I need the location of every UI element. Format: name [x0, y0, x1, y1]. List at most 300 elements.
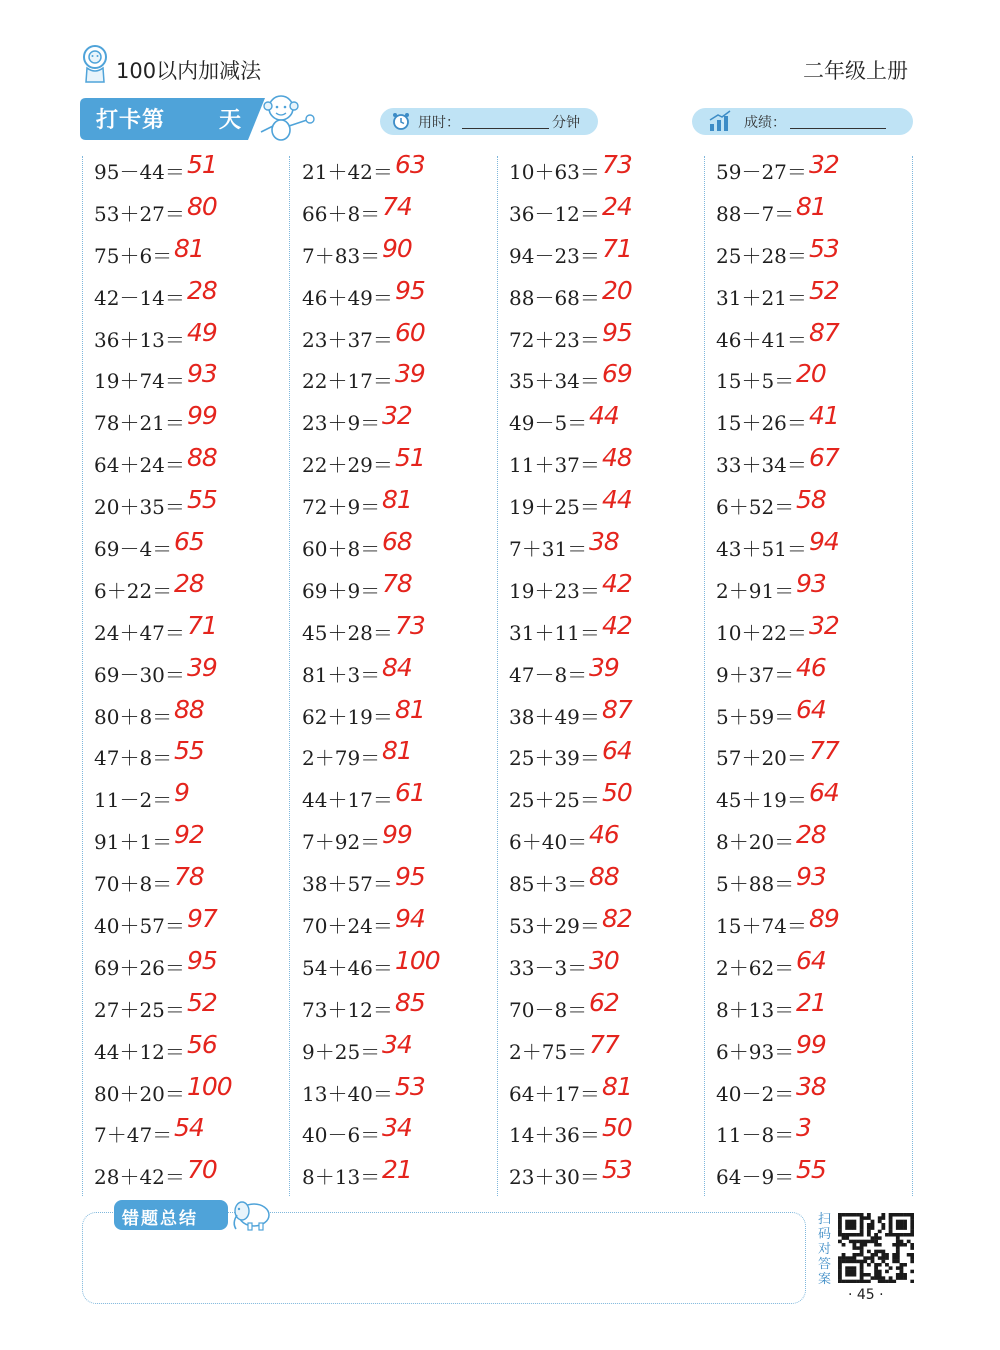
problem-row	[716, 567, 916, 609]
problem-equation: 15＋5＝	[716, 369, 795, 394]
problem-row	[302, 567, 502, 609]
problem-row	[94, 860, 294, 902]
problem-row	[94, 776, 294, 818]
problem-equation: 2＋91＝	[716, 578, 795, 603]
problem-equation: 94－23＝	[509, 243, 600, 268]
problem-row	[716, 148, 916, 190]
problem-row	[716, 860, 916, 902]
mistakes-label: 错题总结	[122, 1209, 198, 1229]
handwritten-answer[interactable]: 60	[395, 317, 425, 347]
grade-label: 二年级上册	[803, 59, 908, 83]
handwritten-answer[interactable]: 46	[796, 652, 826, 682]
problem-row	[509, 776, 709, 818]
handwritten-answer[interactable]: 90	[382, 233, 412, 263]
problem-row	[509, 441, 709, 483]
problem-row	[94, 316, 294, 358]
handwritten-answer[interactable]: 20	[602, 275, 632, 305]
problem-equation: 45＋28＝	[302, 620, 393, 645]
problem-equation: 69－4＝	[94, 537, 173, 562]
problem-row	[94, 441, 294, 483]
problem-equation: 10＋22＝	[716, 620, 807, 645]
problem-row	[509, 399, 709, 441]
handwritten-answer[interactable]: 99	[187, 401, 217, 431]
handwritten-answer[interactable]: 64	[796, 945, 826, 975]
problem-equation: 15＋74＝	[716, 914, 807, 939]
handwritten-answer[interactable]: 50	[602, 1113, 632, 1143]
problem-equation: 40－6＝	[302, 1123, 381, 1148]
problem-row	[94, 1111, 294, 1153]
problem-equation: 69＋9＝	[302, 578, 381, 603]
problem-row	[716, 1028, 916, 1070]
problem-equation: 42－14＝	[94, 285, 185, 310]
problem-equation: 47＋8＝	[94, 746, 173, 771]
problem-equation: 11－8＝	[716, 1123, 795, 1148]
problem-row	[302, 818, 502, 860]
lion-logo-icon	[80, 44, 110, 84]
problem-equation: 72＋23＝	[509, 327, 600, 352]
handwritten-answer[interactable]: 64	[809, 778, 839, 808]
handwritten-answer[interactable]: 81	[395, 694, 425, 724]
handwritten-answer[interactable]: 67	[809, 443, 839, 473]
handwritten-answer[interactable]: 82	[602, 904, 632, 934]
handwritten-answer[interactable]: 39	[589, 652, 619, 682]
handwritten-answer[interactable]: 53	[809, 233, 839, 263]
problem-row	[302, 651, 502, 693]
problem-equation: 25＋39＝	[509, 746, 600, 771]
problem-equation: 9＋25＝	[302, 1039, 381, 1064]
problem-row	[716, 357, 916, 399]
handwritten-answer[interactable]: 28	[174, 568, 204, 598]
problem-equation: 23＋9＝	[302, 411, 381, 436]
problem-row	[509, 316, 709, 358]
handwritten-answer[interactable]: 64	[602, 736, 632, 766]
problem-equation: 27＋25＝	[94, 997, 185, 1022]
handwritten-answer[interactable]: 51	[395, 443, 425, 473]
problem-row	[509, 1111, 709, 1153]
problem-row	[509, 944, 709, 986]
problem-row	[94, 399, 294, 441]
problem-row	[509, 1028, 709, 1070]
problem-row	[94, 567, 294, 609]
problem-equation: 85＋3＝	[509, 872, 588, 897]
problem-row	[94, 818, 294, 860]
problem-row	[302, 734, 502, 776]
handwritten-answer[interactable]: 38	[796, 1071, 826, 1101]
handwritten-answer[interactable]: 24	[602, 191, 632, 221]
problem-equation: 25＋25＝	[509, 788, 600, 813]
problem-equation: 23＋37＝	[302, 327, 393, 352]
problem-row	[302, 902, 502, 944]
handwritten-answer[interactable]: 81	[382, 485, 412, 515]
problem-row	[94, 274, 294, 316]
handwritten-answer[interactable]: 42	[602, 568, 632, 598]
problem-equation: 57＋20＝	[716, 746, 807, 771]
handwritten-answer[interactable]: 58	[796, 485, 826, 515]
handwritten-answer[interactable]: 32	[809, 150, 839, 179]
handwritten-answer[interactable]: 92	[174, 820, 204, 850]
handwritten-answer[interactable]: 73	[602, 150, 632, 179]
problem-equation: 10＋63＝	[509, 160, 600, 184]
handwritten-answer[interactable]: 61	[395, 778, 425, 808]
handwritten-answer[interactable]: 95	[187, 945, 217, 975]
problem-row	[302, 860, 502, 902]
qr-code-icon[interactable]	[838, 1213, 914, 1283]
handwritten-answer[interactable]: 34	[382, 1113, 412, 1143]
problem-row	[509, 902, 709, 944]
problem-equation: 31＋11＝	[509, 620, 600, 645]
problem-row	[509, 651, 709, 693]
handwritten-answer[interactable]: 53	[602, 1155, 632, 1185]
problem-equation: 44＋12＝	[94, 1039, 185, 1064]
problem-equation: 5＋88＝	[716, 872, 795, 897]
handwritten-answer[interactable]: 56	[187, 1029, 217, 1059]
handwritten-answer[interactable]: 87	[602, 694, 632, 724]
problem-row	[716, 441, 916, 483]
handwritten-answer[interactable]: 95	[602, 317, 632, 347]
handwritten-answer[interactable]: 3	[796, 1113, 811, 1143]
problem-row	[94, 148, 294, 190]
problem-equation: 62＋19＝	[302, 704, 393, 729]
problem-row	[509, 357, 709, 399]
problem-row	[509, 1153, 709, 1195]
handwritten-answer[interactable]: 77	[809, 736, 839, 766]
problem-row	[716, 190, 916, 232]
handwritten-answer[interactable]: 99	[382, 820, 412, 850]
problem-equation: 22＋17＝	[302, 369, 393, 394]
problem-row	[716, 399, 916, 441]
handwritten-answer[interactable]: 71	[602, 233, 632, 263]
problem-equation: 81＋3＝	[302, 662, 381, 687]
handwritten-answer[interactable]: 49	[187, 317, 217, 347]
problem-row	[509, 986, 709, 1028]
problem-equation: 69＋26＝	[94, 955, 185, 980]
problem-row	[302, 274, 502, 316]
handwritten-answer[interactable]: 100	[395, 945, 440, 975]
problem-row	[716, 693, 916, 735]
problem-row	[716, 734, 916, 776]
problem-row	[302, 1111, 502, 1153]
handwritten-answer[interactable]: 55	[187, 485, 217, 515]
problem-row	[94, 525, 294, 567]
handwritten-answer[interactable]: 77	[589, 1029, 619, 1059]
problem-equation: 2＋79＝	[302, 746, 381, 771]
problem-equation: 7＋31＝	[509, 537, 588, 562]
problem-row	[302, 1070, 502, 1112]
problem-row	[94, 651, 294, 693]
problem-column-2	[302, 148, 502, 1195]
problem-row	[716, 316, 916, 358]
problem-row	[716, 1153, 916, 1195]
score-label: 成绩：	[744, 115, 786, 131]
handwritten-answer[interactable]: 78	[174, 862, 204, 892]
problem-equation: 36＋13＝	[94, 327, 185, 352]
handwritten-answer[interactable]: 62	[589, 987, 619, 1017]
problem-equation: 78＋21＝	[94, 411, 185, 436]
problem-row	[302, 776, 502, 818]
problem-row	[302, 609, 502, 651]
problem-equation: 6＋93＝	[716, 1039, 795, 1064]
handwritten-answer[interactable]: 81	[796, 191, 826, 221]
handwritten-answer[interactable]: 95	[395, 862, 425, 892]
problem-equation: 45＋19＝	[716, 788, 807, 813]
problem-equation: 46＋41＝	[716, 327, 807, 352]
time-label: 用时：	[418, 115, 460, 131]
handwritten-answer[interactable]: 81	[174, 233, 204, 263]
problem-row	[94, 609, 294, 651]
handwritten-answer[interactable]: 38	[589, 527, 619, 557]
handwritten-answer[interactable]: 81	[602, 1071, 632, 1101]
problem-equation: 20＋35＝	[94, 495, 185, 520]
problem-row	[716, 1111, 916, 1153]
problem-row	[302, 944, 502, 986]
problem-row	[94, 232, 294, 274]
problem-equation: 88－7＝	[716, 201, 795, 226]
problem-equation: 80＋8＝	[94, 704, 173, 729]
problem-row	[302, 1028, 502, 1070]
handwritten-answer[interactable]: 28	[796, 820, 826, 850]
time-unit: 分钟	[552, 115, 580, 131]
problem-equation: 95－44＝	[94, 160, 185, 184]
problem-row	[509, 274, 709, 316]
handwritten-answer[interactable]: 42	[602, 610, 632, 640]
problem-equation: 70＋8＝	[94, 872, 173, 897]
problem-equation: 70－8＝	[509, 997, 588, 1022]
problem-equation: 60＋8＝	[302, 537, 381, 562]
problem-row	[302, 232, 502, 274]
problem-row	[509, 734, 709, 776]
problem-equation: 64＋17＝	[509, 1081, 600, 1106]
handwritten-answer[interactable]: 93	[796, 862, 826, 892]
handwritten-answer[interactable]: 55	[796, 1155, 826, 1185]
problem-equation: 38＋49＝	[509, 704, 600, 729]
problem-equation: 64－9＝	[716, 1165, 795, 1190]
problem-row	[509, 525, 709, 567]
handwritten-answer[interactable]: 68	[382, 527, 412, 557]
handwritten-answer[interactable]: 44	[602, 485, 632, 515]
problem-row	[302, 525, 502, 567]
handwritten-answer[interactable]: 94	[809, 527, 839, 557]
problem-row	[509, 860, 709, 902]
handwritten-answer[interactable]: 87	[809, 317, 839, 347]
problem-row	[94, 986, 294, 1028]
problem-equation: 15＋26＝	[716, 411, 807, 436]
handwritten-answer[interactable]: 85	[395, 987, 425, 1017]
page-number: · 45 ·	[848, 1287, 884, 1303]
handwritten-answer[interactable]: 65	[174, 527, 204, 557]
problem-equation: 2＋75＝	[509, 1039, 588, 1064]
problem-equation: 7＋83＝	[302, 243, 381, 268]
handwritten-answer[interactable]: 84	[382, 652, 412, 682]
column-divider	[82, 156, 83, 1196]
problem-equation: 35＋34＝	[509, 369, 600, 394]
problem-equation: 36－12＝	[509, 201, 600, 226]
handwritten-answer[interactable]: 99	[796, 1029, 826, 1059]
problem-equation: 11－2＝	[94, 788, 173, 813]
problem-equation: 88－68＝	[509, 285, 600, 310]
problem-row	[302, 1153, 502, 1195]
problem-row	[302, 986, 502, 1028]
handwritten-answer[interactable]: 52	[809, 275, 839, 305]
problem-row	[94, 693, 294, 735]
handwritten-answer[interactable]: 93	[796, 568, 826, 598]
problem-equation: 22＋29＝	[302, 453, 393, 478]
problem-equation: 19＋74＝	[94, 369, 185, 394]
problem-equation: 19＋23＝	[509, 578, 600, 603]
checkin-day: 天	[219, 108, 242, 133]
problem-row	[94, 357, 294, 399]
handwritten-answer[interactable]: 30	[589, 945, 619, 975]
problem-row	[716, 1070, 916, 1112]
problem-equation: 69－30＝	[94, 662, 185, 687]
handwritten-answer[interactable]: 41	[809, 401, 839, 431]
problem-equation: 72＋9＝	[302, 495, 381, 520]
handwritten-answer[interactable]: 63	[395, 150, 425, 179]
problem-row	[302, 441, 502, 483]
problem-row	[716, 776, 916, 818]
handwritten-answer[interactable]: 53	[395, 1071, 425, 1101]
handwritten-answer[interactable]: 39	[395, 359, 425, 389]
problem-row	[509, 190, 709, 232]
handwritten-answer[interactable]: 54	[174, 1113, 204, 1143]
handwritten-answer[interactable]: 48	[602, 443, 632, 473]
problem-equation: 11＋37＝	[509, 453, 600, 478]
problem-row	[716, 232, 916, 274]
problem-equation: 80＋20＝	[94, 1081, 185, 1106]
problem-row	[509, 483, 709, 525]
handwritten-answer[interactable]: 51	[187, 150, 217, 179]
problem-row	[302, 693, 502, 735]
problem-row	[94, 190, 294, 232]
problem-equation: 33－3＝	[509, 955, 588, 980]
problem-column-3	[509, 148, 709, 1195]
problem-row	[509, 1070, 709, 1112]
problem-row	[716, 525, 916, 567]
time-blank-line[interactable]	[462, 128, 549, 129]
problem-row	[716, 986, 916, 1028]
handwritten-answer[interactable]: 94	[395, 904, 425, 934]
checkin-text: 打卡第	[96, 108, 166, 133]
problem-row	[302, 357, 502, 399]
problem-equation: 70＋24＝	[302, 914, 393, 939]
problem-row	[94, 734, 294, 776]
problem-equation: 25＋28＝	[716, 243, 807, 268]
qr-label: 扫码对答案	[818, 1212, 832, 1287]
problem-equation: 19＋25＝	[509, 495, 600, 520]
problem-equation: 7＋92＝	[302, 830, 381, 855]
problem-equation: 40＋57＝	[94, 914, 185, 939]
problem-equation: 5＋59＝	[716, 704, 795, 729]
handwritten-answer[interactable]: 81	[382, 736, 412, 766]
handwritten-answer[interactable]: 88	[589, 862, 619, 892]
problem-row	[302, 148, 502, 190]
handwritten-answer[interactable]: 32	[382, 401, 412, 431]
problem-equation: 8＋13＝	[302, 1165, 381, 1190]
handwritten-answer[interactable]: 78	[382, 568, 412, 598]
problem-equation: 53＋27＝	[94, 201, 185, 226]
problem-equation: 64＋24＝	[94, 453, 185, 478]
problem-equation: 14＋36＝	[509, 1123, 600, 1148]
problem-row	[94, 1153, 294, 1195]
handwritten-answer[interactable]: 64	[796, 694, 826, 724]
monkey-icon	[255, 92, 317, 144]
handwritten-answer[interactable]: 34	[382, 1029, 412, 1059]
handwritten-answer[interactable]: 73	[395, 610, 425, 640]
handwritten-answer[interactable]: 50	[602, 778, 632, 808]
problem-equation: 13＋40＝	[302, 1081, 393, 1106]
problem-equation: 46＋49＝	[302, 285, 393, 310]
problem-equation: 6＋40＝	[509, 830, 588, 855]
problem-row	[302, 399, 502, 441]
score-chart-icon	[708, 110, 732, 132]
problem-equation: 31＋21＝	[716, 285, 807, 310]
handwritten-answer[interactable]: 80	[187, 191, 217, 221]
problem-equation: 8＋20＝	[716, 830, 795, 855]
handwritten-answer[interactable]: 89	[809, 904, 839, 934]
problem-equation: 47－8＝	[509, 662, 588, 687]
handwritten-answer[interactable]: 97	[187, 904, 217, 934]
problem-equation: 59－27＝	[716, 160, 807, 184]
handwritten-answer[interactable]: 39	[187, 652, 217, 682]
handwritten-answer[interactable]: 44	[589, 401, 619, 431]
handwritten-answer[interactable]: 95	[395, 275, 425, 305]
problem-column-1	[94, 148, 294, 1195]
problem-equation: 33＋34＝	[716, 453, 807, 478]
handwritten-answer[interactable]: 70	[187, 1155, 217, 1185]
problem-row	[302, 190, 502, 232]
problem-row	[509, 693, 709, 735]
handwritten-answer[interactable]: 9	[174, 778, 189, 808]
problem-row	[716, 274, 916, 316]
handwritten-answer[interactable]: 88	[174, 694, 204, 724]
handwritten-answer[interactable]: 88	[187, 443, 217, 473]
problem-equation: 28＋42＝	[94, 1165, 185, 1190]
problem-equation: 6＋52＝	[716, 495, 795, 520]
handwritten-answer[interactable]: 100	[187, 1071, 232, 1101]
handwritten-answer[interactable]: 21	[382, 1155, 412, 1185]
problem-row	[509, 148, 709, 190]
handwritten-answer[interactable]: 28	[187, 275, 217, 305]
problem-row	[94, 944, 294, 986]
problem-row	[716, 902, 916, 944]
handwritten-answer[interactable]: 55	[174, 736, 204, 766]
handwritten-answer[interactable]: 74	[382, 191, 412, 221]
problem-row	[302, 483, 502, 525]
score-blank-line[interactable]	[790, 128, 886, 129]
handwritten-answer[interactable]: 71	[187, 610, 217, 640]
problem-equation: 9＋37＝	[716, 662, 795, 687]
problem-equation: 40－2＝	[716, 1081, 795, 1106]
problem-equation: 8＋13＝	[716, 997, 795, 1022]
handwritten-answer[interactable]: 52	[187, 987, 217, 1017]
handwritten-answer[interactable]: 69	[602, 359, 632, 389]
handwritten-answer[interactable]: 21	[796, 987, 826, 1017]
problem-row	[509, 609, 709, 651]
problem-equation: 49－5＝	[509, 411, 588, 436]
problem-equation: 75＋6＝	[94, 243, 173, 268]
handwritten-answer[interactable]: 46	[589, 820, 619, 850]
problem-row	[509, 567, 709, 609]
handwritten-answer[interactable]: 93	[187, 359, 217, 389]
problem-equation: 44＋17＝	[302, 788, 393, 813]
handwritten-answer[interactable]: 20	[796, 359, 826, 389]
problem-column-4	[716, 148, 916, 1195]
problem-equation: 7＋47＝	[94, 1123, 173, 1148]
problem-row	[302, 316, 502, 358]
problem-row	[509, 232, 709, 274]
problem-row	[716, 944, 916, 986]
handwritten-answer[interactable]: 32	[809, 610, 839, 640]
problem-row	[716, 818, 916, 860]
